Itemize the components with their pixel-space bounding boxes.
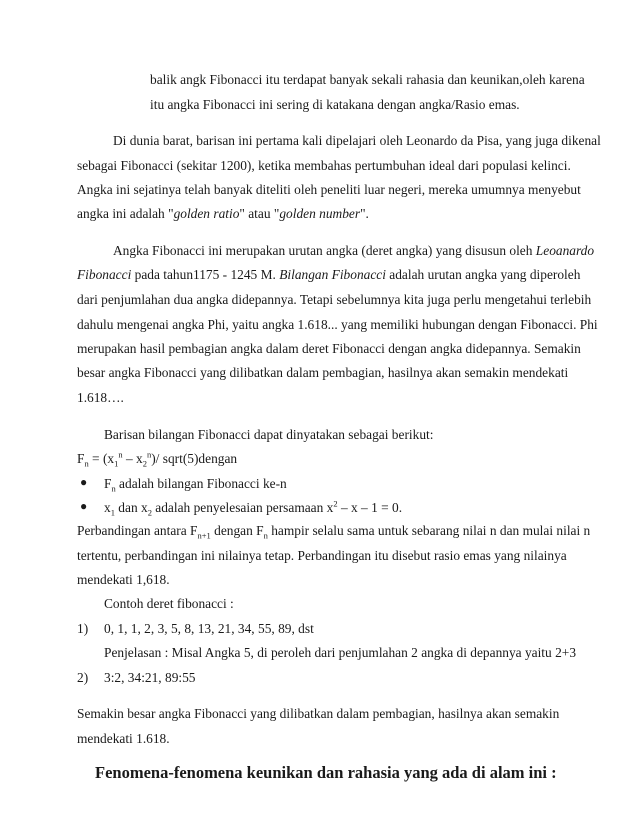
bullet-item-1 [104, 476, 287, 492]
list-number-2: 2) [77, 670, 89, 685]
formula-sub: 2 [142, 458, 147, 469]
para3-sub: n+1 [197, 530, 211, 541]
para3-line-2: tertentu, perbandingan ini nilainya tetap. Perbandingan itu disebut rasio emas yang nilainya [77, 548, 567, 563]
para1-text: " atau " [239, 206, 280, 221]
para1-line-4 [77, 206, 369, 222]
fibonacci-name: Fibonacci [77, 267, 132, 282]
formula-sub: 1 [114, 458, 119, 469]
para3-text: dengan F [210, 523, 264, 538]
para2-line-1 [113, 243, 595, 259]
para2-line-5: merupakan hasil pembagian angka dalam deret Fibonacci dengan angka didepannya. Semakin [77, 341, 581, 356]
para3-line-1 [77, 523, 591, 541]
para4-line-2: mendekati 1.618. [77, 731, 170, 746]
leonardo-name: Leoanardo [535, 243, 595, 258]
formula-part: F [77, 451, 85, 466]
para2-line-7: 1.618…. [77, 390, 124, 405]
bullet-text: x [104, 500, 111, 515]
bilangan-fibonacci-term: Bilangan Fibonacci [279, 267, 386, 282]
para2-text: Angka Fibonacci ini merupakan urutan angka (deret angka) yang disusun oleh [113, 243, 536, 258]
bullet-sub: 2 [147, 507, 152, 518]
formula-part: )/ sqrt(5)dengan [151, 451, 238, 466]
para1-text: angka ini adalah " [77, 206, 174, 221]
bullet-sub: n [111, 483, 116, 494]
para2-line-6: besar angka Fibonacci yang dilibatkan dalam pembagian, hasilnya akan semakin mendekati [77, 365, 569, 380]
bullet-text: – x – 1 = 0. [337, 500, 403, 515]
para3-sub: n [263, 530, 268, 541]
golden-number-term: golden number [279, 206, 361, 221]
golden-ratio-term: golden ratio [173, 206, 240, 221]
bullet-sub: 1 [110, 507, 115, 518]
bullet-sup: 2 [333, 498, 338, 509]
bullet-item-2 [104, 500, 402, 516]
para2-text: pada tahun1175 - 1245 M. [131, 267, 280, 282]
formula-sup: n [146, 449, 152, 460]
para2-text: adalah urutan angka yang diperoleh [385, 267, 581, 282]
bullet-icon: ● [80, 475, 88, 489]
fibonacci-formula [77, 451, 237, 467]
intro-line-1: balik angk Fibonacci itu terdapat banyak sekali rahasia dan keunikan,oleh karena [150, 72, 585, 87]
list-number-1: 1) [77, 621, 89, 636]
para2-line-3: dari penjumlahan dua angka didepannya. Tetapi sebelumnya kita juga perlu mengetahui terlebih [77, 292, 592, 307]
para3-text: Perbandingan antara F [77, 523, 198, 538]
para4-line-1: Semakin besar angka Fibonacci yang dilibatkan dalam pembagian, hasilnya akan semakin [77, 706, 560, 721]
para3-line-3: mendekati 1,618. [77, 572, 170, 587]
contoh-penjelasan: Penjelasan : Misal Angka 5, di peroleh dari penjumlahan 2 angka di depannya yaitu 2+3 [104, 645, 577, 660]
formula-intro: Barisan bilangan Fibonacci dapat dinyatakan sebagai berikut: [104, 427, 434, 442]
bullet-text: adalah bilangan Fibonacci ke-n [115, 476, 287, 491]
bullet-text: dan x [114, 500, 148, 515]
contoh-item-1: 0, 1, 1, 2, 3, 5, 8, 13, 21, 34, 55, 89, dst [104, 621, 314, 636]
formula-part: = (x [88, 451, 115, 466]
formula-part: – x [122, 451, 143, 466]
section-heading: Fenomena-fenomena keunikan dan rahasia yang ada di alam ini : [95, 763, 557, 782]
para1-line-1: Di dunia barat, barisan ini pertama kali dipelajari oleh Leonardo da Pisa, yang juga dikenal [113, 133, 601, 148]
bullet-text: F [104, 476, 112, 491]
para1-line-3: Angka ini sejatinya telah banyak diteliti oleh peneliti luar negeri, mereka umumnya menyebut [77, 182, 581, 197]
bullet-text: adalah penyelesaian persamaan x [151, 500, 334, 515]
para1-text: ". [360, 206, 369, 221]
para1-line-2: sebagai Fibonacci (sekitar 1200), ketika membahas pertumbuhan ideal dari populasi kelinci. [77, 158, 571, 173]
para3-text: hampir selalu sama untuk sebarang nilai n dan mulai nilai n [267, 523, 591, 538]
contoh-item-2: 3:2, 34:21, 89:55 [104, 670, 196, 685]
formula-sup: n [118, 449, 123, 460]
bullet-icon: ● [80, 499, 88, 513]
para2-line-2 [77, 267, 581, 283]
formula-sub: n [84, 458, 89, 469]
intro-line-2: itu angka Fibonacci ini sering di katakana dengan angka/Rasio emas. [150, 97, 520, 112]
para2-line-4: dahulu mengenai angka Phi, yaitu angka 1.618... yang memiliki hubungan dengan Fibonacci. Phi [77, 317, 598, 332]
contoh-title: Contoh deret fibonacci : [104, 596, 234, 611]
